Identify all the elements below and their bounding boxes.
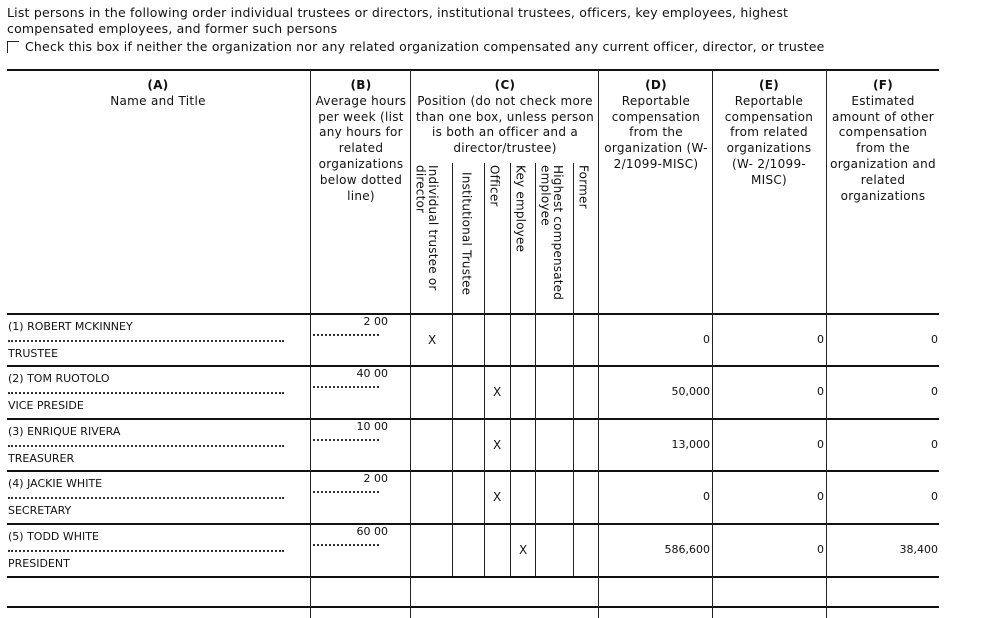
compensation-other: 38,400 (899, 543, 938, 556)
column-a-letter: (A) (147, 78, 169, 92)
no-compensation-label: Check this box if neither the organization nor any related organization compensated any current officer, director, or trustee (25, 39, 825, 54)
compensation-related: 0 (817, 333, 824, 346)
column-f-label: Estimated amount of other compensation from the organization and related organizations (830, 93, 936, 203)
column-b-label: Average hours per week (list any hours for related organizations below dotted line) (315, 93, 407, 203)
column-c-label: Position (do not check more than one box, unless person is both an officer and a director/trustee) (415, 93, 595, 156)
column-b-header (314, 78, 408, 204)
position-subcolumn-divider (573, 163, 574, 576)
column-a-label: Name and Title (110, 93, 206, 108)
position-subcolumn-divider (452, 163, 453, 576)
compensation-org: 13,000 (671, 438, 710, 451)
column-divider (826, 69, 827, 618)
position-check-mark: X (493, 438, 502, 452)
name-dotted-line (8, 550, 284, 554)
instructions-line-1: List persons in the following order individual trustees or directors, institutional trustees, officers, key employees, highest (7, 5, 789, 20)
compensation-other: 0 (931, 490, 938, 503)
person-name: (1) ROBERT MCKINNEY (8, 320, 133, 333)
column-e-letter: (E) (758, 78, 780, 92)
column-b-letter: (B) (350, 78, 372, 92)
row-border (7, 523, 939, 525)
compensation-org: 0 (703, 490, 710, 503)
position-institutional-trustee-header: Institutional Trustee (459, 172, 474, 296)
name-dotted-line (8, 392, 284, 396)
compensation-related: 0 (817, 543, 824, 556)
row-border (7, 418, 939, 420)
position-key-employee-header: Key employee (513, 165, 528, 253)
position-former-header: Former (576, 165, 591, 209)
hours-per-week: 2 00 (363, 472, 388, 485)
position-subcolumn-divider (484, 163, 485, 576)
compensation-org: 0 (703, 333, 710, 346)
compensation-related: 0 (817, 438, 824, 451)
position-check-mark: X (428, 333, 437, 347)
position-check-mark: X (519, 543, 528, 557)
no-compensation-checkbox-row[interactable] (7, 39, 825, 54)
column-c-header (413, 78, 597, 157)
person-title: SECRETARY (8, 504, 72, 517)
position-officer-header: Officer (487, 165, 502, 207)
hours-dotted-line (313, 439, 379, 443)
column-divider (712, 69, 713, 618)
column-f-letter: (F) (872, 78, 894, 92)
hours-dotted-line (313, 334, 379, 338)
compensation-org: 586,600 (664, 543, 710, 556)
hours-dotted-line (313, 491, 379, 495)
column-d-label: Reportable compensation from the organization (W- 2/1099-MISC) (604, 93, 708, 171)
position-individual-trustee-header: Individual trustee or director (413, 165, 440, 291)
instructions (7, 5, 847, 37)
hours-per-week: 10 00 (356, 420, 388, 433)
compensation-related: 0 (817, 385, 824, 398)
instructions-line-2: compensated employees, and former such persons (7, 21, 338, 36)
person-title: TRUSTEE (8, 347, 59, 360)
hours-dotted-line (313, 544, 379, 548)
person-name: (3) ENRIQUE RIVERA (8, 425, 121, 438)
column-e-label: Reportable compensation from related organizations (W- 2/1099-MISC) (724, 93, 814, 187)
compensation-other: 0 (931, 438, 938, 451)
position-subcolumn-divider (535, 163, 536, 576)
hours-per-week: 2 00 (363, 315, 388, 328)
name-dotted-line (8, 340, 284, 344)
compensation-other: 0 (931, 333, 938, 346)
name-dotted-line (8, 497, 284, 501)
person-name: (5) TODD WHITE (8, 530, 99, 543)
row-border (7, 606, 939, 608)
column-d-header (602, 78, 710, 173)
hours-per-week: 60 00 (356, 525, 388, 538)
table-top-border (7, 69, 939, 71)
column-f-header (829, 78, 937, 204)
person-name: (4) JACKIE WHITE (8, 477, 103, 490)
column-d-letter: (D) (645, 78, 667, 92)
column-divider (310, 69, 311, 618)
column-c-letter: (C) (494, 78, 516, 92)
name-dotted-line (8, 445, 284, 449)
person-name: (2) TOM RUOTOLO (8, 372, 110, 385)
compensation-other: 0 (931, 385, 938, 398)
row-border (7, 313, 939, 315)
position-check-mark: X (493, 385, 502, 399)
hours-per-week: 40 00 (356, 367, 388, 380)
position-subcolumn-divider (510, 163, 511, 576)
compensation-org: 50,000 (671, 385, 710, 398)
position-check-mark: X (493, 490, 502, 504)
hours-dotted-line (313, 386, 379, 390)
person-title: PRESIDENT (8, 557, 70, 570)
no-compensation-checkbox[interactable] (7, 41, 19, 53)
column-divider (410, 69, 411, 618)
column-divider (598, 69, 599, 618)
position-highest-compensated-header: Highest compensated employee (538, 165, 565, 301)
compensation-related: 0 (817, 490, 824, 503)
person-title: TREASURER (8, 452, 75, 465)
row-border (7, 470, 939, 472)
row-border (7, 365, 939, 367)
row-border (7, 576, 939, 578)
column-e-header (715, 78, 823, 189)
person-title: VICE PRESIDE (8, 399, 84, 412)
column-a-header (7, 78, 309, 110)
